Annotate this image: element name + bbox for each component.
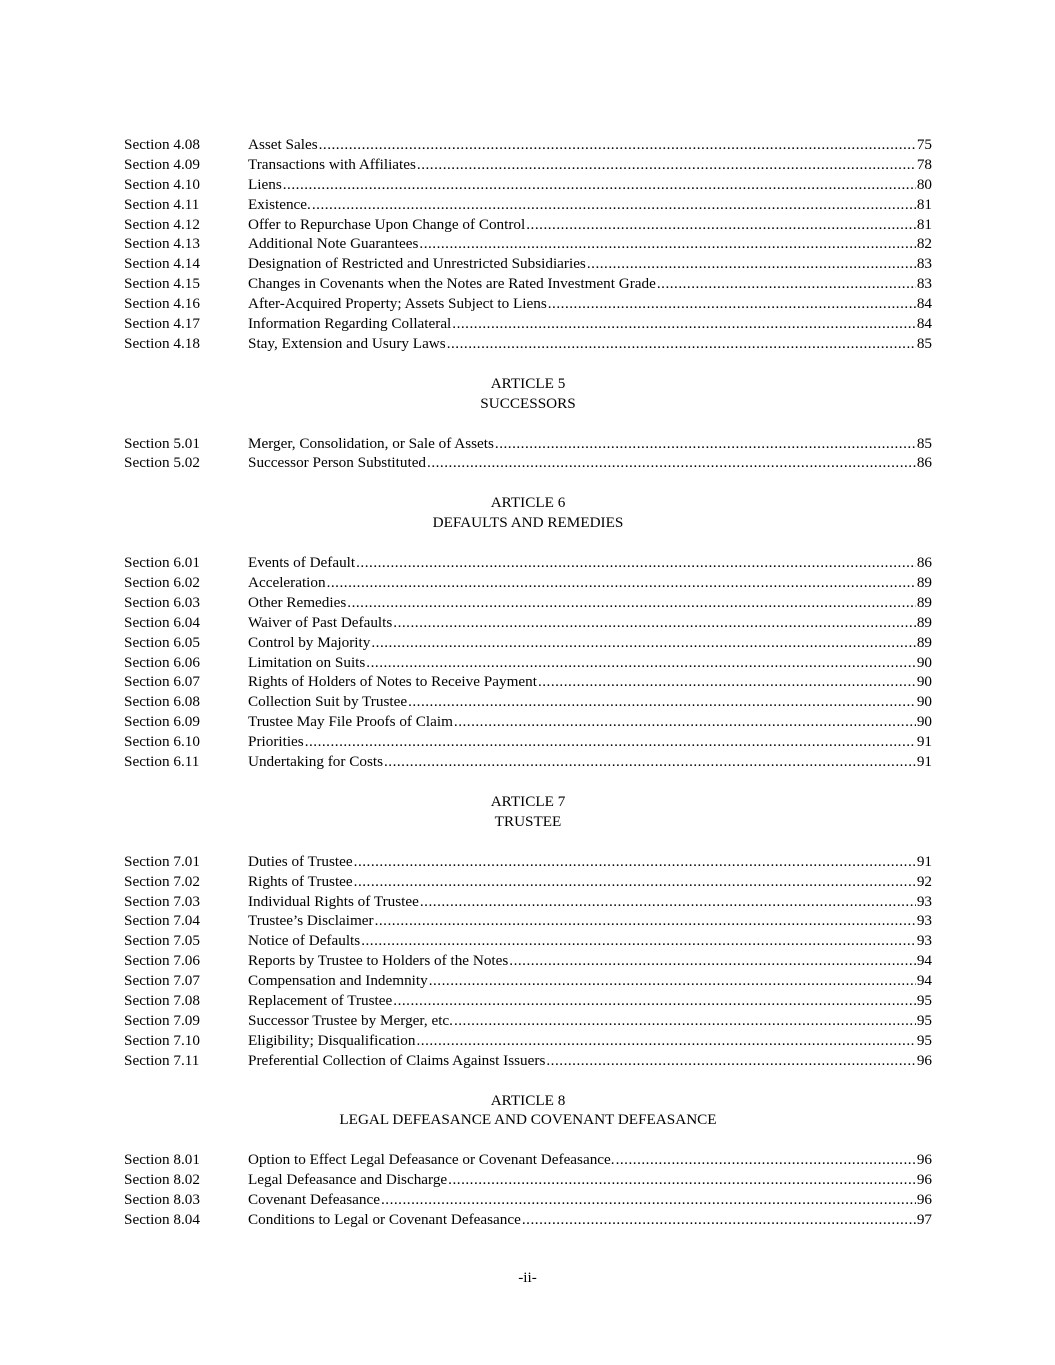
section-number: Section 6.01	[124, 554, 200, 572]
section-number: Section 7.10	[124, 1031, 200, 1049]
dot-leader	[283, 175, 916, 195]
dot-leader	[454, 712, 916, 732]
toc-entry	[124, 175, 932, 195]
section-number: Section 7.04	[124, 912, 200, 930]
section-title: Designation of Restricted and Unrestricted Subsidiaries	[248, 255, 586, 273]
section-title: Asset Sales	[248, 136, 318, 153]
section-number: Section 4.18	[124, 334, 200, 352]
article-label: ARTICLE 5	[490, 374, 566, 392]
toc-entry	[124, 653, 932, 673]
section-title: Legal Defeasance and Discharge	[248, 1171, 448, 1189]
toc-entry-line	[248, 951, 932, 971]
toc-entry	[124, 931, 932, 951]
section-page-number: 75	[916, 136, 932, 153]
article-name: TRUSTEE	[494, 812, 562, 830]
dot-leader	[526, 215, 916, 235]
section-number: Section 4.15	[124, 275, 200, 293]
section-number: Section 6.06	[124, 653, 200, 671]
dot-leader	[354, 852, 916, 872]
article-label: ARTICLE 7	[490, 792, 566, 810]
toc-entry-line	[248, 1170, 932, 1190]
toc-entry-line	[248, 334, 932, 354]
section-title: Rights of Holders of Notes to Receive Payment	[248, 673, 537, 691]
section-page-number: 80	[916, 175, 932, 193]
toc-entry	[124, 254, 932, 274]
toc-entry	[124, 712, 932, 732]
section-title: Replacement of Trustee	[248, 991, 393, 1009]
section-title: Stay, Extension and Usury Laws	[248, 334, 446, 352]
toc-entry	[124, 692, 932, 712]
section-title: Rights of Trustee	[248, 872, 353, 890]
dot-leader	[522, 1210, 916, 1230]
article-label: ARTICLE 8	[490, 1091, 566, 1109]
section-title: Trustee May File Proofs of Claim	[248, 713, 453, 731]
dot-leader	[417, 155, 916, 175]
toc-entry	[124, 1031, 932, 1051]
dot-leader	[366, 653, 916, 673]
section-page-number: 91	[916, 753, 932, 771]
toc-body	[124, 135, 932, 1230]
section-title: Control by Majority	[248, 633, 371, 651]
toc-entry-line	[248, 732, 932, 752]
section-page-number: 89	[916, 633, 932, 651]
section-page-number: 94	[916, 952, 932, 970]
toc-entry	[124, 613, 932, 633]
section-title: Preferential Collection of Claims Against Issuers	[248, 1051, 546, 1069]
toc-entry	[124, 215, 932, 235]
toc-entry	[124, 971, 932, 991]
section-page-number: 86	[916, 454, 932, 472]
section-number: Section 8.01	[124, 1151, 200, 1169]
section-page-number: 89	[916, 574, 932, 592]
toc-entry-line	[248, 593, 932, 613]
toc-entry-line	[248, 254, 932, 274]
toc-entry-line	[248, 911, 932, 931]
page-number-footer	[0, 1268, 1055, 1288]
article-name: SUCCESSORS	[480, 394, 576, 412]
section-page-number: 82	[916, 235, 932, 253]
section-number: Section 6.05	[124, 633, 200, 651]
section-page-number: 91	[916, 852, 932, 870]
section-number: Section 8.03	[124, 1191, 200, 1209]
section-page-number: 84	[916, 315, 932, 333]
toc-entry-line	[248, 653, 932, 673]
toc-entry	[124, 672, 932, 692]
article-heading	[124, 1091, 932, 1131]
section-number: Section 4.08	[124, 136, 200, 153]
toc-entry	[124, 334, 932, 354]
toc-entry	[124, 553, 932, 573]
toc-entry	[124, 1190, 932, 1210]
dot-leader	[548, 294, 916, 314]
toc-entry-line	[248, 872, 932, 892]
section-page-number: 96	[916, 1151, 932, 1169]
dot-leader	[375, 911, 916, 931]
toc-entry	[124, 752, 932, 772]
toc-entry-line	[248, 1190, 932, 1210]
dot-leader	[312, 195, 916, 215]
dot-leader	[381, 1190, 916, 1210]
toc-entry-line	[248, 434, 932, 454]
toc-entry	[124, 1011, 932, 1031]
toc-entry-line	[248, 294, 932, 314]
toc-entry	[124, 872, 932, 892]
section-title: Priorities	[248, 733, 304, 751]
section-number: Section 7.02	[124, 872, 200, 890]
dot-leader	[616, 1150, 916, 1170]
section-page-number: 91	[916, 733, 932, 751]
toc-entry	[124, 195, 932, 215]
section-page-number: 83	[916, 275, 932, 293]
toc-entry-line	[248, 752, 932, 772]
section-page-number: 90	[916, 673, 932, 691]
dot-leader	[319, 135, 916, 155]
article-heading	[124, 792, 932, 832]
section-title: Waiver of Past Defaults	[248, 613, 393, 631]
section-title: Offer to Repurchase Upon Change of Control	[248, 215, 526, 233]
section-page-number: 96	[916, 1051, 932, 1069]
toc-entry	[124, 951, 932, 971]
section-number: Section 7.05	[124, 932, 200, 950]
section-title: Information Regarding Collateral	[248, 315, 452, 333]
dot-leader	[495, 434, 916, 454]
dot-leader	[509, 951, 916, 971]
toc-entry	[124, 294, 932, 314]
toc-entry	[124, 1150, 932, 1170]
toc-entry-line	[248, 692, 932, 712]
section-number: Section 4.13	[124, 235, 200, 253]
section-title: Compensation and Indemnity	[248, 972, 428, 990]
toc-entry	[124, 274, 932, 294]
section-number: Section 7.06	[124, 952, 200, 970]
section-page-number: 95	[916, 991, 932, 1009]
toc-entry-line	[248, 215, 932, 235]
section-page-number: 90	[916, 713, 932, 731]
toc-entry	[124, 1051, 932, 1071]
section-title: Acceleration	[248, 574, 326, 592]
dot-leader	[371, 633, 915, 653]
section-page-number: 83	[916, 255, 932, 273]
toc-entry	[124, 1210, 932, 1230]
section-title: Covenant Defeasance	[248, 1191, 380, 1209]
section-number: Section 8.02	[124, 1171, 200, 1189]
section-number: Section 4.09	[124, 155, 200, 173]
section-title: Events of Default	[248, 554, 356, 572]
section-title: Duties of Trustee	[248, 852, 353, 870]
article-heading	[124, 374, 932, 414]
section-number: Section 6.07	[124, 673, 200, 691]
dot-leader	[657, 274, 916, 294]
toc-entry-line	[248, 852, 932, 872]
toc-entry-line	[248, 991, 932, 1011]
dot-leader	[538, 672, 916, 692]
dot-leader	[327, 573, 916, 593]
toc-entry-line	[248, 573, 932, 593]
toc-entry-line	[248, 613, 932, 633]
dot-leader	[354, 872, 916, 892]
section-number: Section 4.16	[124, 295, 200, 313]
section-number: Section 6.08	[124, 693, 200, 711]
section-title: Transactions with Affiliates	[248, 155, 416, 173]
toc-entry-line	[248, 175, 932, 195]
dot-leader	[384, 752, 916, 772]
toc-entry	[124, 852, 932, 872]
dot-leader	[361, 931, 916, 951]
toc-entry	[124, 434, 932, 454]
toc-entry-line	[248, 553, 932, 573]
dot-leader	[347, 593, 916, 613]
toc-entry-line	[248, 1011, 932, 1031]
section-page-number: 89	[916, 613, 932, 631]
section-number: Section 6.02	[124, 574, 200, 592]
section-number: Section 6.03	[124, 593, 200, 611]
toc-entry-line	[248, 274, 932, 294]
section-number: Section 4.10	[124, 175, 200, 193]
toc-entry-line	[248, 892, 932, 912]
section-number: Section 4.14	[124, 255, 200, 273]
section-title: Reports by Trustee to Holders of the Notes	[248, 952, 509, 970]
section-number: Section 5.01	[124, 434, 200, 452]
toc-entry	[124, 314, 932, 334]
toc-entry	[124, 633, 932, 653]
dot-leader	[452, 314, 916, 334]
toc-entry-line	[248, 672, 932, 692]
section-title: Undertaking for Costs	[248, 753, 383, 771]
toc-entry	[124, 135, 932, 155]
section-page-number: 94	[916, 972, 932, 990]
toc-entry	[124, 453, 932, 473]
toc-entry	[124, 732, 932, 752]
toc-entry	[124, 1170, 932, 1190]
section-number: Section 7.11	[124, 1051, 200, 1069]
section-title: Notice of Defaults	[248, 932, 361, 950]
section-page-number: 90	[916, 653, 932, 671]
dot-leader	[447, 334, 916, 354]
toc-entry-line	[248, 633, 932, 653]
dot-leader	[419, 234, 915, 254]
section-page-number: 96	[916, 1171, 932, 1189]
dot-leader	[427, 453, 916, 473]
section-number: Section 6.10	[124, 733, 200, 751]
toc-entry-line	[248, 712, 932, 732]
section-title: Changes in Covenants when the Notes are Rated Investment Grade	[248, 275, 656, 293]
toc-entry-line	[248, 971, 932, 991]
dot-leader	[393, 613, 916, 633]
section-page-number: 92	[916, 872, 932, 890]
section-page-number: 93	[916, 892, 932, 910]
section-number: Section 6.04	[124, 613, 200, 631]
toc-entry	[124, 892, 932, 912]
section-number: Section 7.01	[124, 852, 200, 870]
toc-entry-line	[248, 195, 932, 215]
toc-entry	[124, 155, 932, 175]
dot-leader	[448, 1170, 916, 1190]
table-of-contents	[124, 135, 932, 1230]
dot-leader	[416, 1031, 915, 1051]
section-page-number: 85	[916, 334, 932, 352]
toc-entry-line	[248, 234, 932, 254]
section-page-number: 84	[916, 295, 932, 313]
dot-leader	[454, 1011, 916, 1031]
section-number: Section 5.02	[124, 454, 200, 472]
section-page-number: 93	[916, 932, 932, 950]
section-title: Collection Suit by Trustee	[248, 693, 408, 711]
section-number: Section 6.09	[124, 713, 200, 731]
dot-leader	[305, 732, 916, 752]
section-title: Successor Trustee by Merger, etc.	[248, 1011, 453, 1029]
section-page-number: 93	[916, 912, 932, 930]
section-number: Section 4.12	[124, 215, 200, 233]
toc-entry-line	[248, 453, 932, 473]
section-number: Section 7.09	[124, 1011, 200, 1029]
toc-entry-line	[248, 314, 932, 334]
dot-leader	[420, 892, 916, 912]
section-page-number: 86	[916, 554, 932, 572]
article-name: LEGAL DEFEASANCE AND COVENANT DEFEASANCE	[339, 1111, 717, 1129]
section-title: Eligibility; Disqualification	[248, 1031, 416, 1049]
toc-entry	[124, 234, 932, 254]
section-title: Successor Person Substituted	[248, 454, 427, 472]
section-title: Liens	[248, 175, 282, 193]
section-page-number: 81	[916, 215, 932, 233]
article-name: DEFAULTS AND REMEDIES	[432, 514, 624, 532]
section-page-number: 85	[916, 434, 932, 452]
toc-entry	[124, 593, 932, 613]
section-page-number: 95	[916, 1011, 932, 1029]
page-number: -ii-	[518, 1269, 537, 1286]
section-title: Existence.	[248, 195, 311, 213]
section-title: Option to Effect Legal Defeasance or Covenant Defeasance.	[248, 1151, 615, 1169]
dot-leader	[429, 971, 916, 991]
section-page-number: 81	[916, 195, 932, 213]
toc-entry-line	[248, 1150, 932, 1170]
section-title: Individual Rights of Trustee	[248, 892, 419, 910]
toc-entry-line	[248, 1031, 932, 1051]
dot-leader	[408, 692, 916, 712]
dot-leader	[546, 1051, 915, 1071]
dot-leader	[587, 254, 916, 274]
article-heading	[124, 493, 932, 533]
section-title: Conditions to Legal or Covenant Defeasance	[248, 1210, 521, 1228]
section-title: Merger, Consolidation, or Sale of Assets	[248, 434, 494, 452]
section-number: Section 8.04	[124, 1210, 200, 1228]
toc-entry	[124, 573, 932, 593]
section-title: Limitation on Suits	[248, 653, 366, 671]
section-page-number: 97	[916, 1210, 932, 1228]
dot-leader	[356, 553, 916, 573]
section-number: Section 6.11	[124, 753, 200, 771]
section-title: Additional Note Guarantees	[248, 235, 419, 253]
toc-entry-line	[248, 135, 932, 155]
toc-entry-line	[248, 1051, 932, 1071]
section-number: Section 4.17	[124, 315, 200, 333]
section-page-number: 96	[916, 1191, 932, 1209]
section-title: After-Acquired Property; Assets Subject to Liens	[248, 295, 547, 313]
toc-entry	[124, 991, 932, 1011]
section-number: Section 7.07	[124, 972, 200, 990]
toc-entry-line	[248, 155, 932, 175]
article-label: ARTICLE 6	[490, 494, 566, 512]
section-page-number: 89	[916, 593, 932, 611]
section-page-number: 78	[916, 155, 932, 173]
section-title: Trustee’s Disclaimer	[248, 912, 374, 930]
toc-entry-line	[248, 931, 932, 951]
toc-entry	[124, 911, 932, 931]
section-title: Other Remedies	[248, 593, 347, 611]
section-number: Section 7.08	[124, 991, 200, 1009]
section-number: Section 7.03	[124, 892, 200, 910]
section-page-number: 95	[916, 1031, 932, 1049]
toc-entry-line	[248, 1210, 932, 1230]
section-page-number: 90	[916, 693, 932, 711]
dot-leader	[393, 991, 916, 1011]
section-number: Section 4.11	[124, 195, 200, 213]
